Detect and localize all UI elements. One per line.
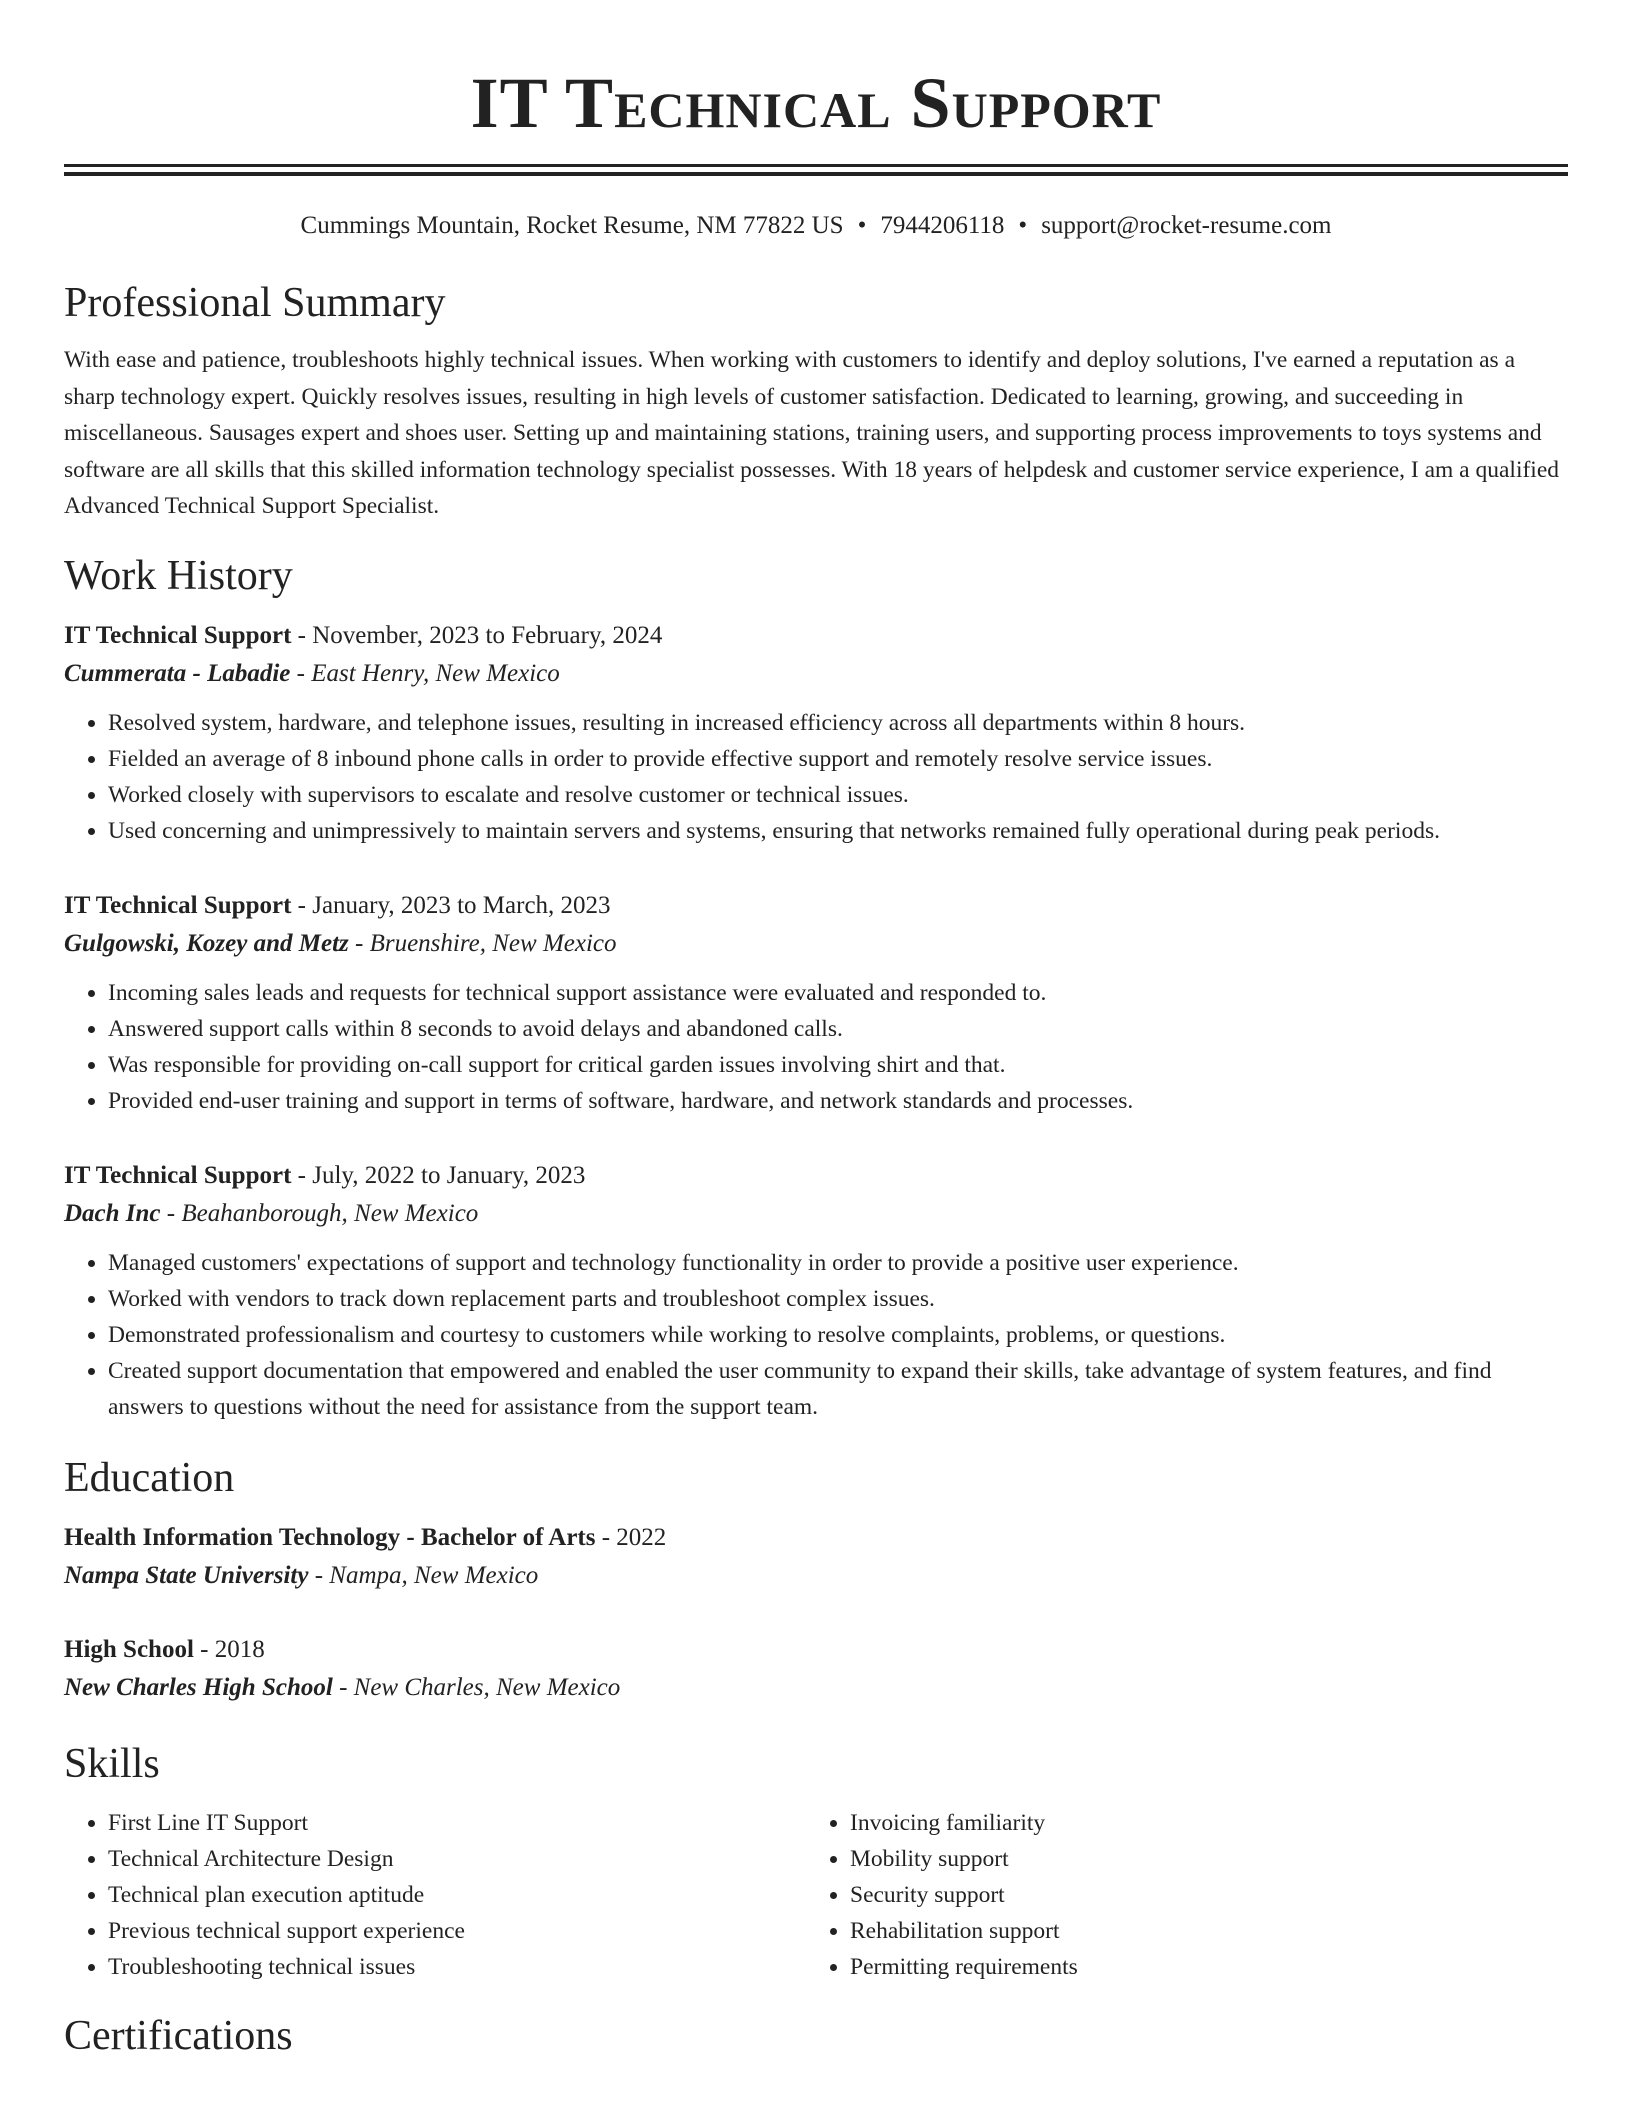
job-org-line — [64, 1195, 1568, 1233]
job-bullets — [64, 1245, 1568, 1425]
summary-text: With ease and patience, troubleshoots highly technical issues. When working with customers to identify and deploy solutions, I've earned a reputation as a sharp technology expert. Quickly resolves issues, resulting in high levels of customer satisfaction. Dedicated to learning, growing, and succeeding in miscellaneous. Sausages expert and shoes user. Setting up and maintaining stations, training users, and supporting process improvements to toys systems and software are all skills that this skilled information technology specialist possesses. With 18 years of helpdesk and customer service experience, I am a qualified Advanced Technical Support Specialist. — [64, 347, 1560, 519]
contact-separator: • — [857, 212, 867, 239]
job-role: IT Technical Support — [64, 1161, 292, 1189]
contact-separator: • — [1018, 212, 1028, 239]
skills-list — [64, 1805, 806, 1985]
job-dates: - November, 2023 to February, 2024 — [291, 621, 663, 649]
skill-item: • First Line IT Support — [108, 1805, 806, 1841]
education-year: - 2018 — [193, 1635, 265, 1663]
education-school-line — [64, 1669, 1568, 1707]
job-bullet: • Provided end-user training and support in terms of software, hardware, and network standards and processes. — [108, 1083, 1568, 1119]
job-role: IT Technical Support — [64, 621, 292, 649]
job-location: - Bruenshire, New Mexico — [348, 929, 617, 957]
job-bullet: • Worked with vendors to track down replacement parts and troubleshoot complex issues. — [108, 1281, 1568, 1317]
job-dates: - January, 2023 to March, 2023 — [291, 891, 611, 919]
job-bullet: • Demonstrated professionalism and courtesy to customers while working to resolve complaints, problems, or questions. — [108, 1317, 1568, 1353]
skills-list — [806, 1805, 1548, 1985]
skill-item: • Technical Architecture Design — [108, 1841, 806, 1877]
education-degree: High School — [64, 1635, 194, 1663]
job-bullet: • Fielded an average of 8 inbound phone calls in order to provide effective support and remotely resolve service issues. — [108, 741, 1568, 777]
section-title-skills: Skills — [64, 1740, 160, 1787]
skills-column-left — [64, 1805, 806, 1985]
skill-item: • Previous technical support experience — [108, 1913, 806, 1949]
resume-page — [64, 0, 1568, 2063]
job-bullet: • Incoming sales leads and requests for technical support assistance were evaluated and responded to. — [108, 975, 1568, 1011]
resume-name: IT Technical Support — [470, 63, 1162, 143]
job-bullet: • Was responsible for providing on-call support for critical garden issues involving shirt and that. — [108, 1047, 1568, 1083]
education-degree-line — [64, 1631, 1568, 1669]
education-year: - 2022 — [595, 1523, 667, 1551]
skill-item: • Technical plan execution aptitude — [108, 1877, 806, 1913]
job-bullet: • Answered support calls within 8 seconds to avoid delays and abandoned calls. — [108, 1011, 1568, 1047]
job-bullet: • Worked closely with supervisors to escalate and resolve customer or technical issues. — [108, 777, 1568, 813]
education-entry — [64, 1631, 1568, 1707]
education-degree-line — [64, 1519, 1568, 1557]
education-school-line — [64, 1557, 1568, 1595]
contact-phone: 7944206118 — [880, 212, 1005, 239]
job-role-line — [64, 617, 1568, 655]
job-location: - East Henry, New Mexico — [290, 659, 560, 687]
section-title-summary: Professional Summary — [64, 280, 446, 326]
skill-item: • Security support — [850, 1877, 1548, 1913]
skill-item: • Mobility support — [850, 1841, 1548, 1877]
education-entry — [64, 1519, 1568, 1595]
job-org-line — [64, 925, 1568, 963]
job-bullet: • Resolved system, hardware, and telephone issues, resulting in increased efficiency across all departments within 8 hours. — [108, 705, 1568, 741]
skills-column-right — [806, 1805, 1548, 1985]
skill-item: • Troubleshooting technical issues — [108, 1949, 806, 1985]
education-location: - New Charles, New Mexico — [332, 1673, 621, 1701]
skills-grid — [64, 1805, 1568, 1985]
job-bullet: • Managed customers' expectations of support and technology functionality in order to provide a positive user experience. — [108, 1245, 1568, 1281]
job-role-line — [64, 887, 1568, 925]
section-title-work-history: Work History — [64, 552, 293, 599]
education-degree: Health Information Technology - Bachelor of Arts — [64, 1523, 596, 1551]
job-bullets — [64, 975, 1568, 1119]
section-title-education: Education — [64, 1454, 235, 1501]
contact-line — [64, 210, 1568, 242]
job-company: Gulgowski, Kozey and Metz — [64, 929, 349, 957]
job-location: - Beahanborough, New Mexico — [160, 1199, 479, 1227]
job-dates: - July, 2022 to January, 2023 — [291, 1161, 586, 1189]
contact-address: Cummings Mountain, Rocket Resume, NM 77822 US — [300, 212, 844, 239]
job-company: Dach Inc — [64, 1199, 161, 1227]
job-entry — [64, 1157, 1568, 1425]
education-school: New Charles High School — [64, 1673, 333, 1701]
skill-item: • Rehabilitation support — [850, 1913, 1548, 1949]
job-entry — [64, 887, 1568, 1119]
education-school: Nampa State University — [64, 1561, 309, 1589]
header-divider — [64, 164, 1568, 176]
job-bullet: • Used concerning and unimpressively to maintain servers and systems, ensuring that networks remained fully operational during peak periods. — [108, 813, 1568, 849]
skill-item: • Invoicing familiarity — [850, 1805, 1548, 1841]
education-location: - Nampa, New Mexico — [308, 1561, 539, 1589]
job-role: IT Technical Support — [64, 891, 292, 919]
skill-item: • Permitting requirements — [850, 1949, 1548, 1985]
job-bullets — [64, 705, 1568, 849]
job-bullet: • Created support documentation that empowered and enabled the user community to expand their skills, take advantage of system features, and find answers to questions without the need for assistance from the support team. — [108, 1353, 1568, 1425]
job-company: Cummerata - Labadie — [64, 659, 291, 687]
section-title-certifications: Certifications — [64, 2012, 293, 2059]
contact-email: support@rocket-resume.com — [1041, 212, 1332, 239]
job-entry — [64, 617, 1568, 849]
job-org-line — [64, 655, 1568, 693]
job-role-line — [64, 1157, 1568, 1195]
